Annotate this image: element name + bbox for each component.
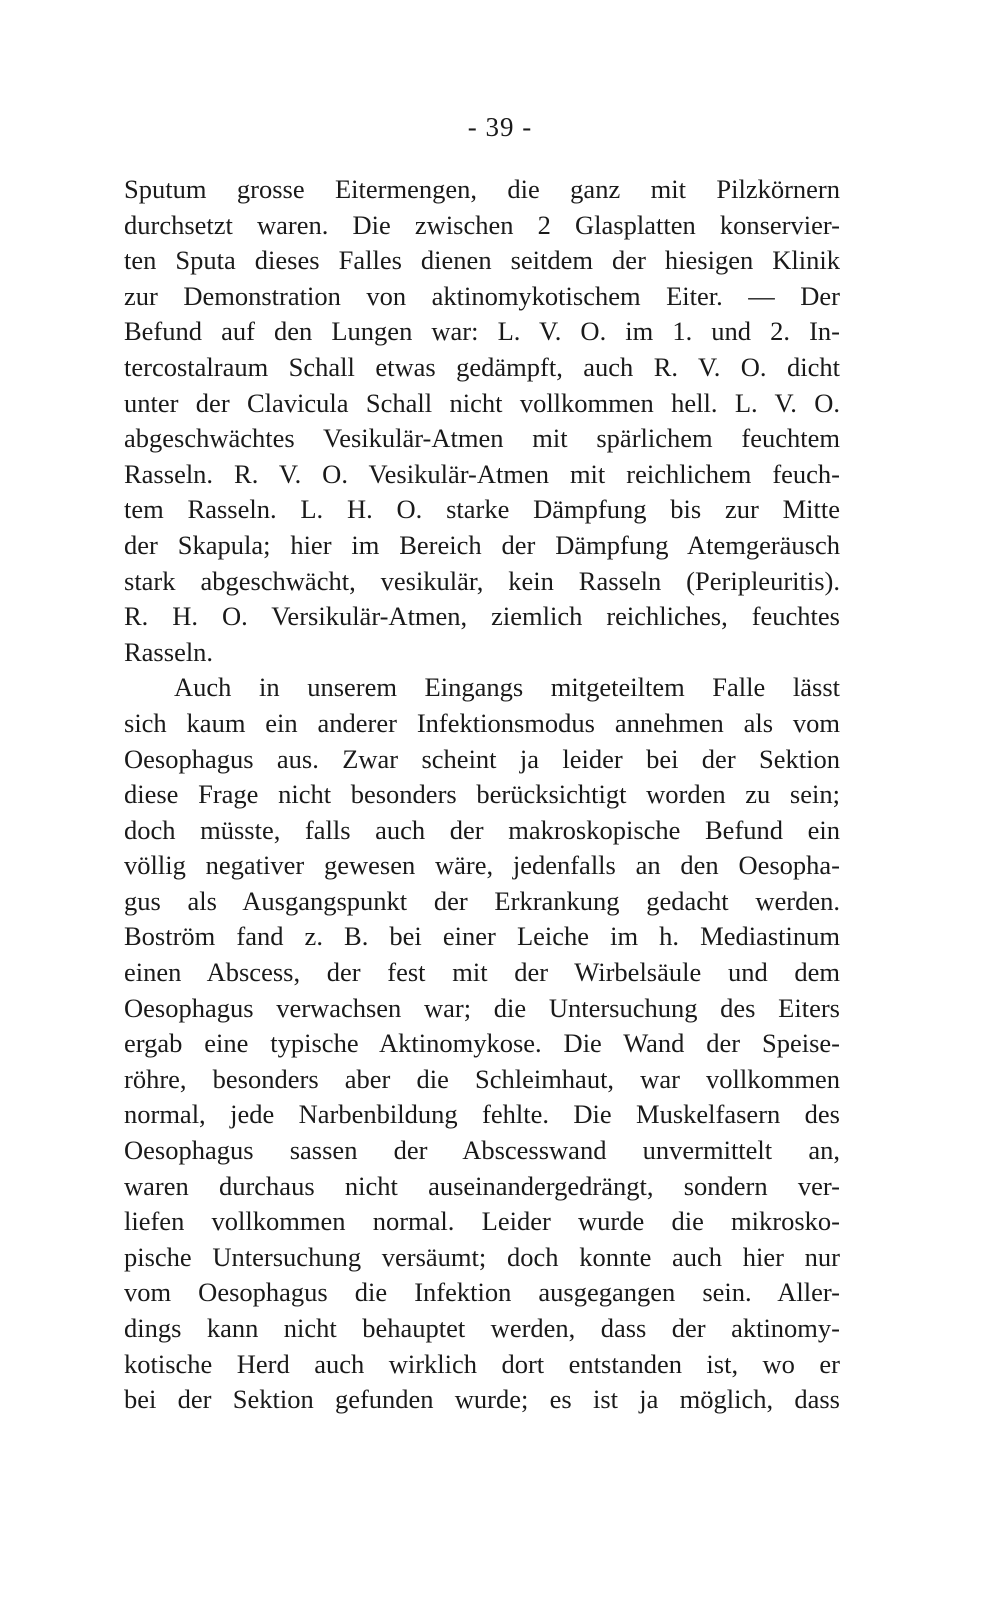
text-line: Boström fand z. B. bei einer Leiche im h. Mediastinum xyxy=(124,921,840,952)
text-line: Oesophagus aus. Zwar scheint ja leider bei der Sektion xyxy=(124,743,840,774)
text-line: kotische Herd auch wirklich dort entstanden ist, wo er xyxy=(124,1348,840,1379)
text-line: waren durchaus nicht auseinandergedrängt, sondern ver- xyxy=(124,1170,840,1201)
paragraph-end-line: Rasseln. xyxy=(124,636,214,667)
page-number: - 39 - xyxy=(467,112,533,142)
text-line: bei der Sektion gefunden wurde; es ist ja möglich, dass xyxy=(124,1384,840,1415)
text-line: unter der Clavicula Schall nicht vollkommen hell. L. V. O. xyxy=(124,387,840,418)
text-line: röhre, besonders aber die Schleimhaut, war vollkommen xyxy=(124,1063,840,1094)
text-line: zur Demonstration von aktinomykotischem Eiter. — Der xyxy=(124,280,840,311)
body-text xyxy=(124,172,840,1418)
paragraph-start-line: Auch in unserem Eingangs mitgeteiltem Falle lässt xyxy=(174,672,840,703)
text-line: ten Sputa dieses Falles dienen seitdem der hiesigen Klinik xyxy=(124,245,840,276)
text-line: liefen vollkommen normal. Leider wurde die mikrosko- xyxy=(124,1206,840,1237)
text-line: stark abgeschwächt, vesikulär, kein Rasseln (Peripleuritis). xyxy=(124,565,840,596)
text-line: Oesophagus verwachsen war; die Untersuchung des Eiters xyxy=(124,992,840,1023)
text-line: Sputum grosse Eitermengen, die ganz mit Pilzkörnern xyxy=(124,174,840,204)
text-line: tercostalraum Schall etwas gedämpft, auch R. V. O. dicht xyxy=(124,351,840,382)
text-line: durchsetzt waren. Die zwischen 2 Glasplatten konservier- xyxy=(124,209,840,240)
text-line: normal, jede Narbenbildung fehlte. Die Muskelfasern des xyxy=(124,1099,840,1130)
text-line: abgeschwächtes Vesikulär-Atmen mit spärlichem feuchtem xyxy=(124,423,840,454)
text-line: einen Abscess, der fest mit der Wirbelsäule und dem xyxy=(124,957,840,988)
text-line: vom Oesophagus die Infektion ausgegangen sein. Aller- xyxy=(124,1277,840,1308)
text-line: R. H. O. Versikulär-Atmen, ziemlich reichliches, feuchtes xyxy=(124,601,840,632)
text-line: Befund auf den Lungen war: L. V. O. im 1. und 2. In- xyxy=(124,316,840,347)
text-line: der Skapula; hier im Bereich der Dämpfung Atemgeräusch xyxy=(124,529,840,560)
text-line: Rasseln. R. V. O. Vesikulär-Atmen mit reichlichem feuch- xyxy=(124,458,840,489)
text-line: sich kaum ein anderer Infektionsmodus annehmen als vom xyxy=(124,707,840,738)
text-line: Oesophagus sassen der Abscesswand unvermittelt an, xyxy=(124,1135,840,1166)
text-line: dings kann nicht behauptet werden, dass der aktinomy- xyxy=(124,1313,840,1343)
text-line: doch müsste, falls auch der makroskopische Befund ein xyxy=(124,814,840,845)
text-line: tem Rasseln. L. H. O. starke Dämpfung bis zur Mitte xyxy=(124,494,840,525)
text-line: ergab eine typische Aktinomykose. Die Wand der Speise- xyxy=(124,1028,840,1059)
text-line: gus als Ausgangspunkt der Erkrankung gedacht werden. xyxy=(124,885,840,916)
text-line: völlig negativer gewesen wäre, jedenfalls an den Oesopha- xyxy=(124,850,840,881)
text-line: pische Untersuchung versäumt; doch konnte auch hier nur xyxy=(124,1241,840,1272)
text-line: diese Frage nicht besonders berücksichtigt worden zu sein; xyxy=(124,779,840,810)
